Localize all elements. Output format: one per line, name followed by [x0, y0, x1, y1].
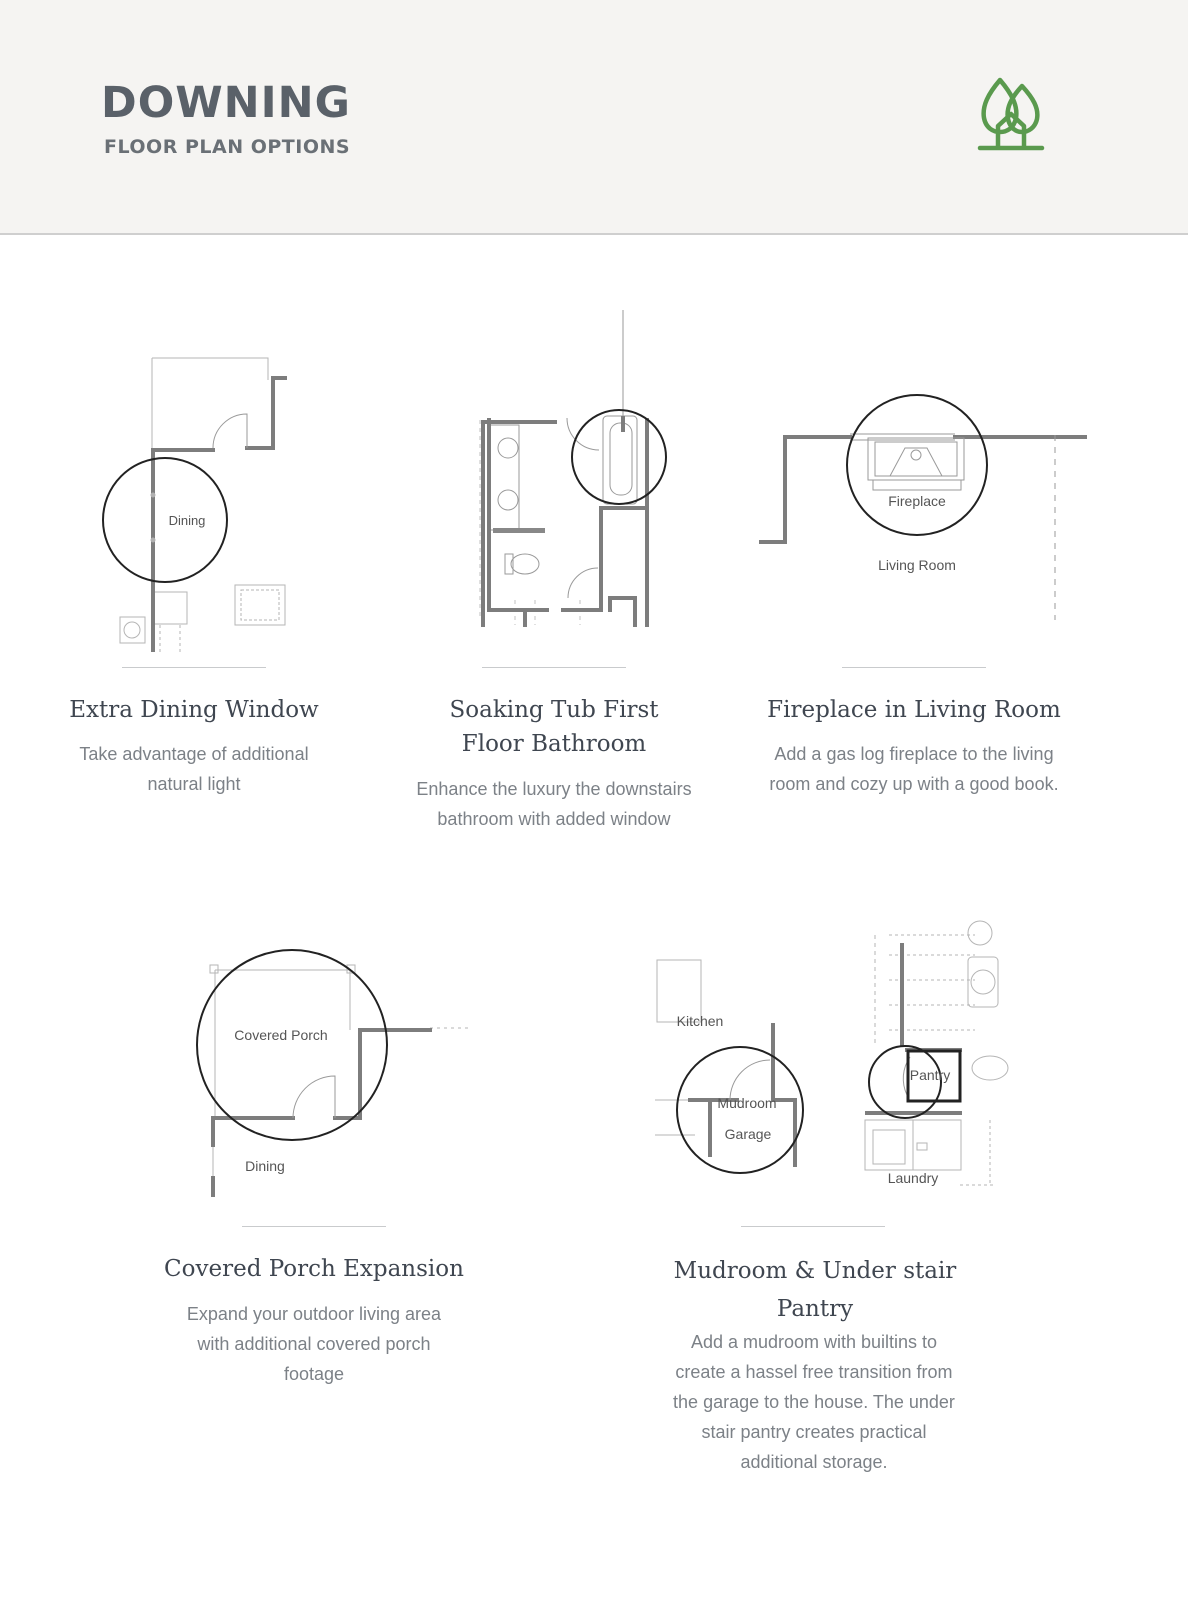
trees-house-icon — [976, 76, 1046, 154]
option-title-soaking-tub: Soaking Tub First Floor Bathroom — [449, 697, 659, 757]
plan-label-dining: Dining — [168, 513, 206, 528]
option-description: Expand your outdoor living area with additional covered porch footage — [186, 1304, 442, 1384]
option-title-extra-dining-window: Extra Dining Window — [69, 697, 319, 723]
option-description: Take advantage of additional natural light — [79, 744, 309, 794]
page-title: DOWNING — [101, 78, 351, 128]
option-title-covered-porch: Covered Porch Expansion — [164, 1256, 464, 1282]
option-title-mudroom-pantry: Mudroom & Under stair Pantry — [673, 1258, 957, 1322]
plan-label-kitchen: Kitchen — [676, 1013, 724, 1029]
option-divider — [122, 667, 266, 668]
plan-label-dining: Dining — [245, 1158, 285, 1174]
dining-window-floor-plan — [95, 340, 295, 655]
option-description: Enhance the luxury the downstairs bathroom with added window — [416, 779, 692, 829]
option-divider — [242, 1226, 386, 1227]
fireplace-floor-plan — [755, 390, 1095, 615]
plan-label-living-room: Living Room — [878, 557, 956, 573]
option-divider — [741, 1226, 885, 1227]
covered-porch-floor-plan — [195, 940, 485, 1210]
soaking-tub-floor-plan — [475, 310, 675, 630]
page-header — [0, 0, 1188, 235]
plan-label-laundry: Laundry — [887, 1170, 939, 1186]
plan-label-mudroom: Mudroom — [717, 1095, 777, 1111]
option-title-fireplace: Fireplace in Living Room — [767, 697, 1061, 723]
plan-label-fireplace: Fireplace — [888, 493, 946, 509]
plan-label-covered-porch: Covered Porch — [234, 1027, 328, 1043]
plan-label-pantry: Pantry — [909, 1067, 951, 1083]
option-description: Add a mudroom with builtins to create a hassel free transition from the garage to the house. The under stair pantry creates practical additional storage. — [673, 1332, 955, 1472]
option-description: Add a gas log fireplace to the living room and cozy up with a good book. — [769, 744, 1059, 794]
page-subtitle: FLOOR PLAN OPTIONS — [104, 136, 351, 158]
mudroom-pantry-floor-plan — [655, 925, 1015, 1195]
option-divider — [482, 667, 626, 668]
option-divider — [842, 667, 986, 668]
plan-label-garage: Garage — [724, 1126, 772, 1142]
